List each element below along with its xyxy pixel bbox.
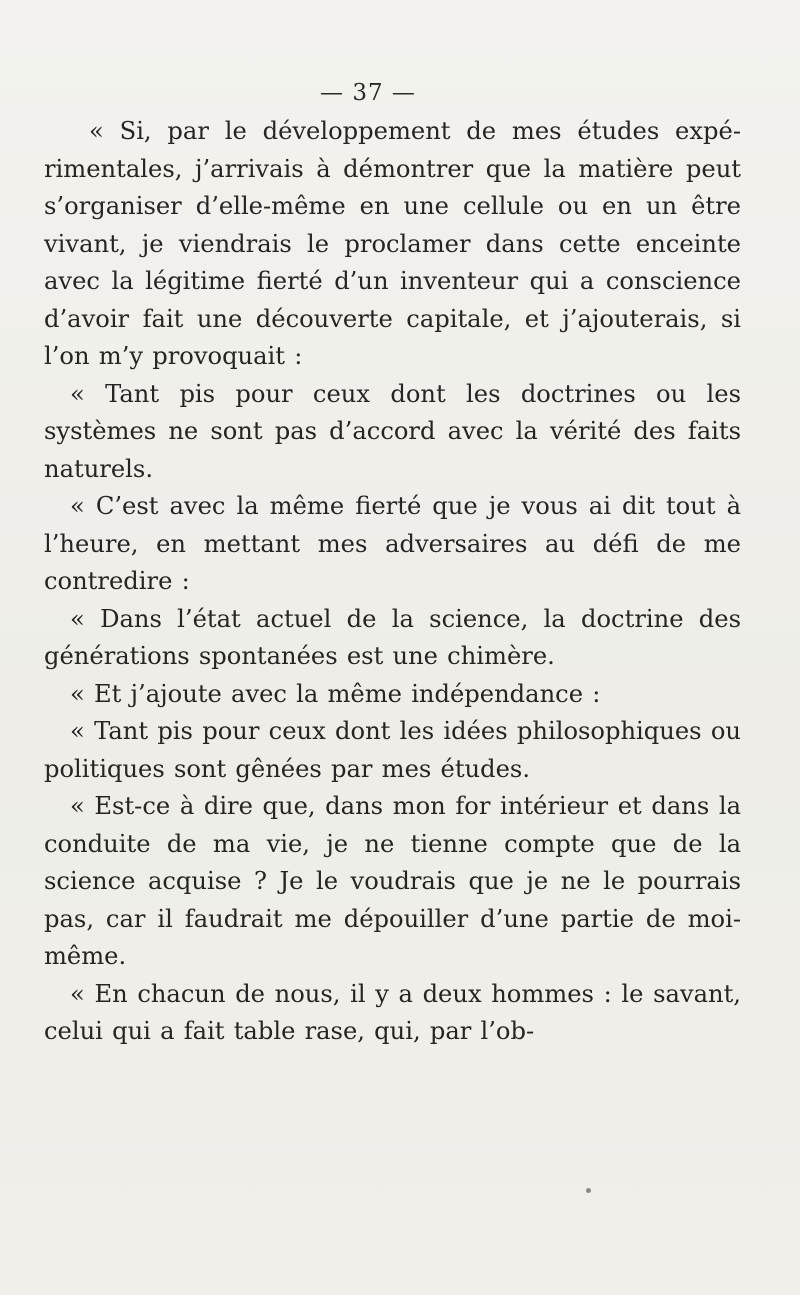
ink-speck — [586, 1188, 591, 1193]
body-text — [44, 113, 741, 1051]
paragraph: « Dans l’état actuel de la science, la doctrine des générations spontanées est une chimère. — [44, 604, 741, 670]
paragraph: « Si, par le développement de mes études expérimentales, j’arrivais à démontrer que la matière peut s’organiser d’elle-même en une cellule ou en un être vivant, je viendrais le proclamer dans cette enceinte avec la légitime fierté d’un inventeur qui a conscience d’avoir fait une découverte capitale, et j’ajouterais, si l’on m’y provoquait : — [44, 117, 741, 370]
paragraph: « Et j’ajoute avec la même indépendance : — [70, 679, 601, 708]
paragraph: « Tant pis pour ceux dont les idées philosophiques ou politiques sont gênées par mes études. — [44, 717, 741, 783]
page-number: — 37 — — [320, 80, 416, 106]
paragraph: « C’est avec la même fierté que je vous ai dit tout à l’heure, en mettant mes adversaires au défi de me contredire : — [44, 492, 741, 595]
paragraph: « Est-ce à dire que, dans mon for intérieur et dans la conduite de ma vie, je ne tienne compte que de la science acquise ? Je le voudrais que je ne le pourrais pas, car il faudrait me dépouiller d’une partie de moi-même. — [44, 792, 741, 970]
paragraph: « Tant pis pour ceux dont les doctrines ou les systèmes ne sont pas d’accord avec la vérité des faits naturels. — [44, 379, 741, 483]
paragraph: « En chacun de nous, il y a deux hommes : le savant, celui qui a fait table rase, qui, par l’ob- — [44, 979, 741, 1045]
